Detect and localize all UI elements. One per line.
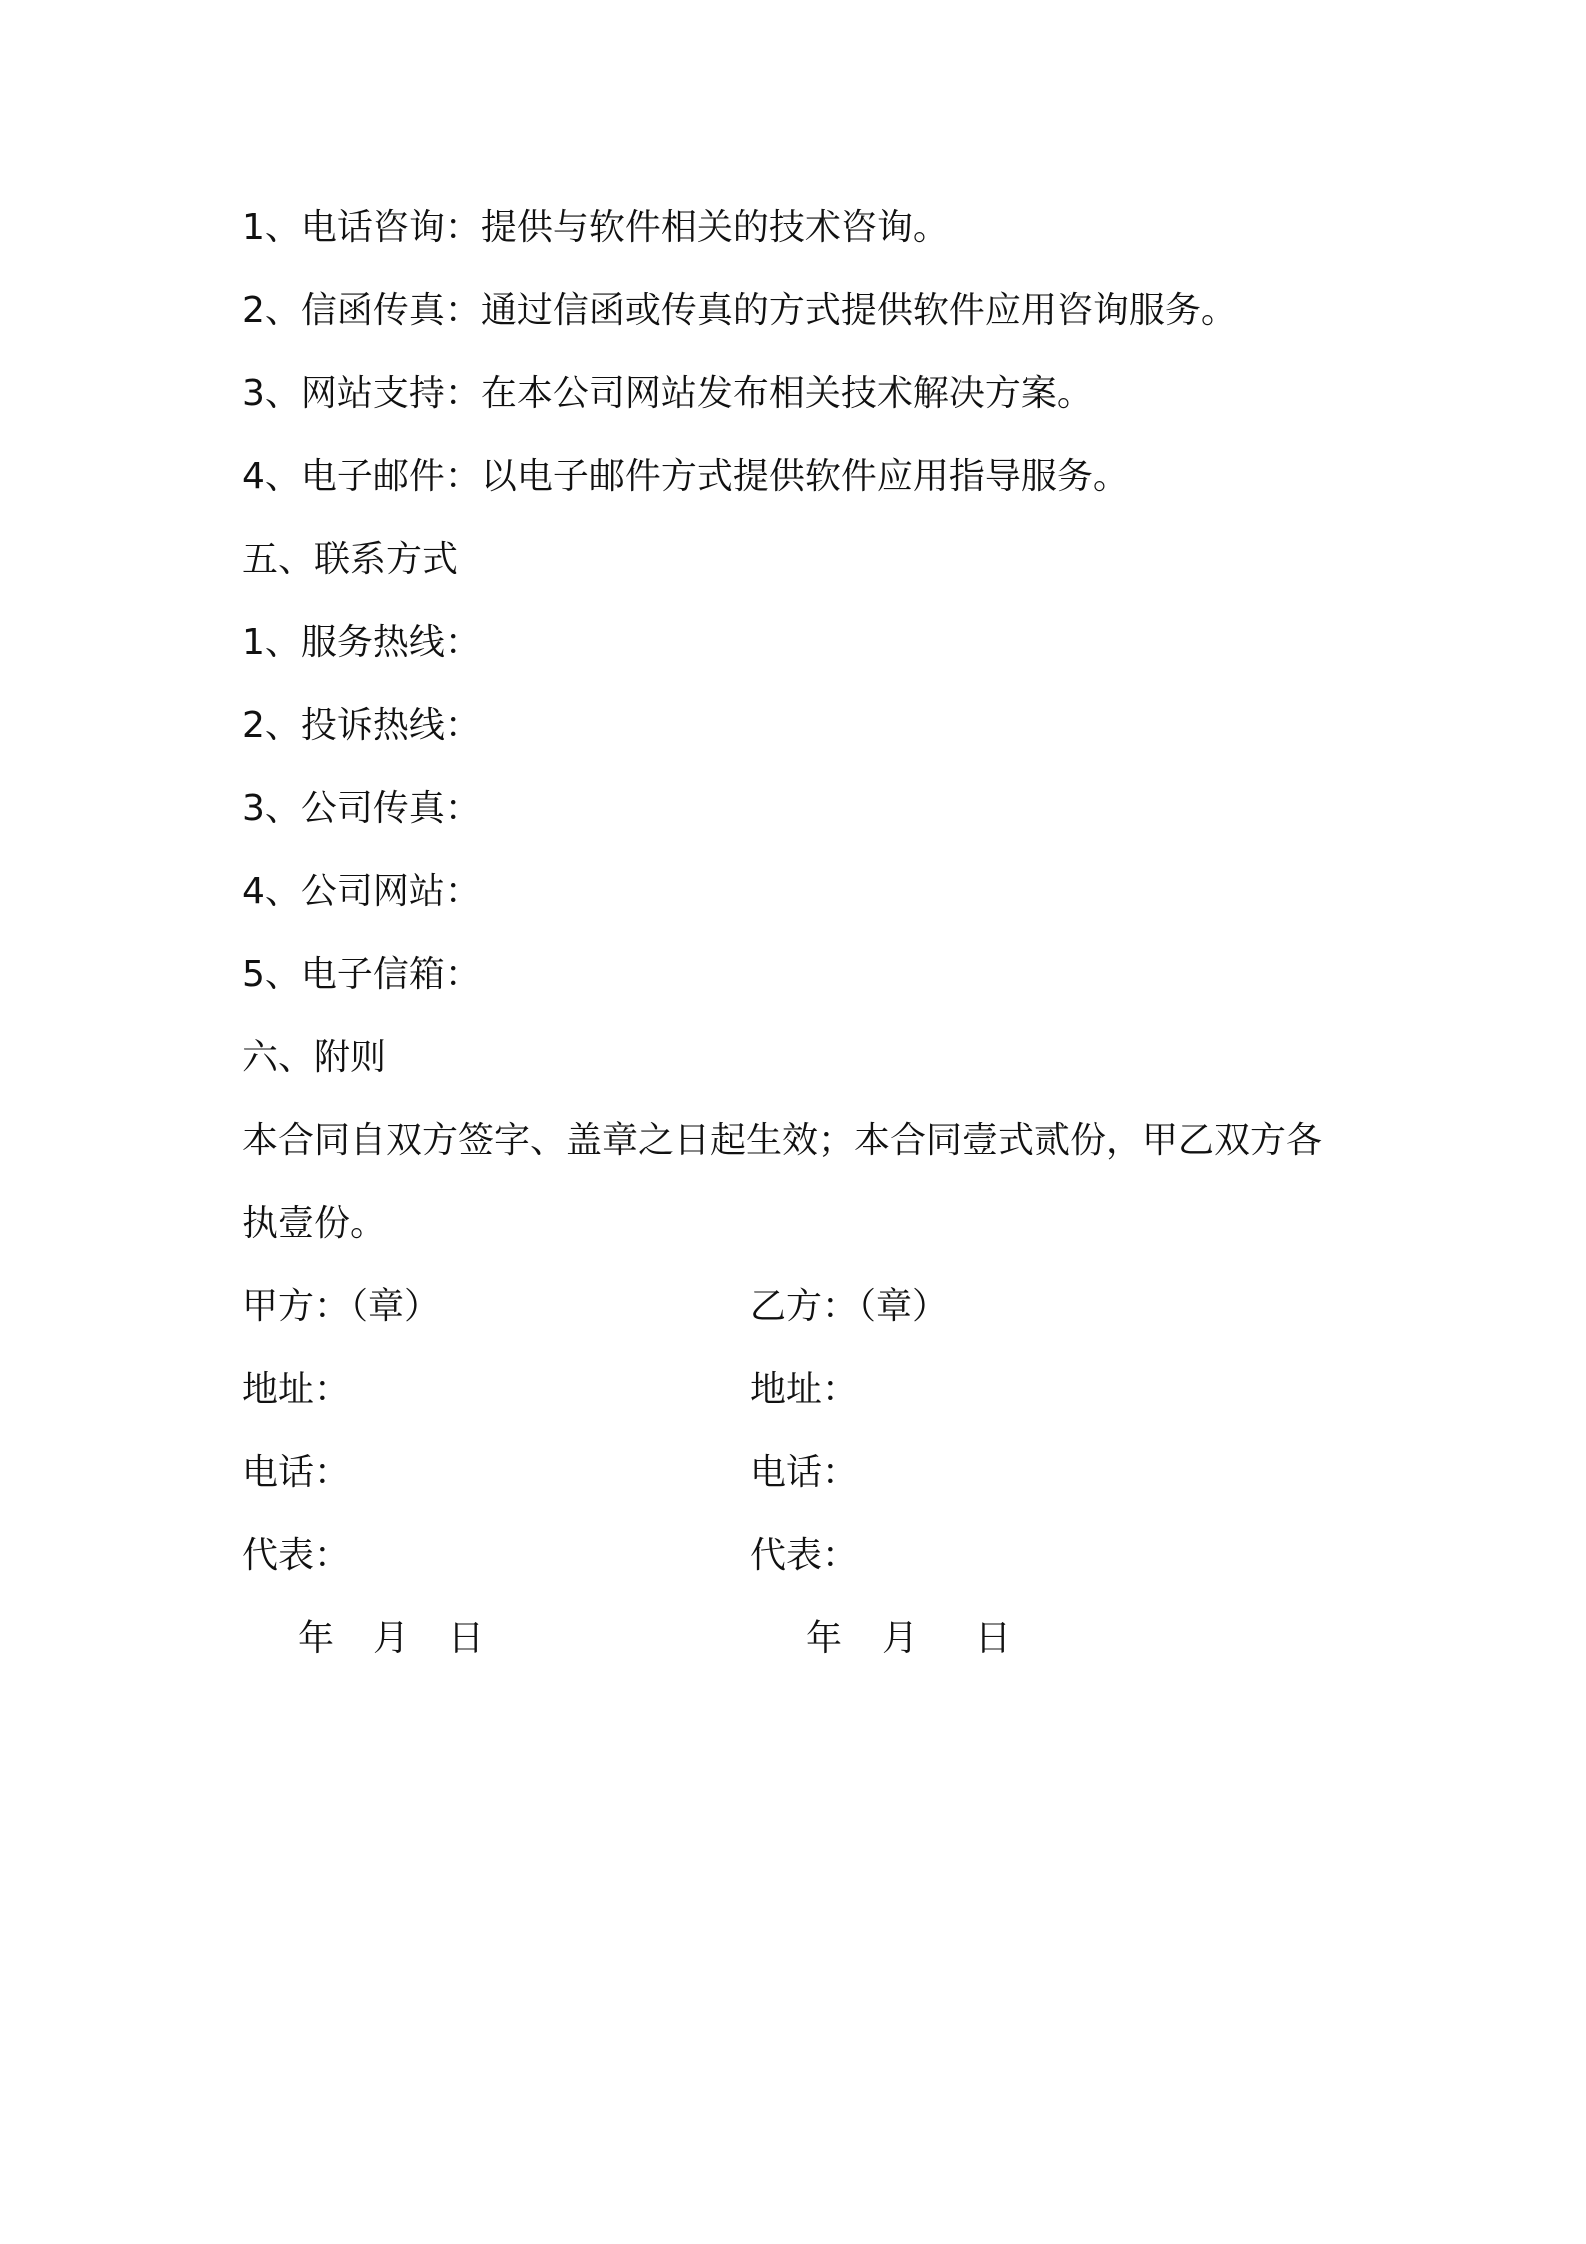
party-b-address: 地址： [750,1369,859,1410]
service-item-phone: 1、电话咨询：提供与软件相关的技术咨询。 [242,207,949,248]
contact-item-company-website: 4、公司网站： [242,871,481,912]
contact-heading: 五、联系方式 [242,539,459,580]
party-a-phone: 电话： [242,1452,351,1493]
service-item-fax: 2、信函传真：通过信函或传真的方式提供软件应用咨询服务。 [242,290,1237,331]
service-item-email: 4、电子邮件：以电子邮件方式提供软件应用指导服务。 [242,456,1129,497]
party-b-date-year: 年 [806,1618,843,1659]
appendix-heading: 六、附则 [242,1037,387,1078]
contact-item-service-hotline: 1、服务热线： [242,622,481,663]
contact-item-company-fax: 3、公司传真： [242,788,481,829]
party-b-name: 乙方：（章） [750,1286,949,1327]
party-a-date-day: 日 [448,1618,485,1659]
party-b-date-month: 月 [882,1618,919,1659]
party-b-rep: 代表： [750,1535,859,1576]
contact-item-email: 5、电子信箱： [242,954,481,995]
appendix-text-line2: 执壹份。 [242,1203,387,1244]
appendix-text-line1: 本合同自双方签字、盖章之日起生效；本合同壹式贰份，甲乙双方各 [242,1120,1323,1161]
party-b-phone: 电话： [750,1452,859,1493]
party-b-date-day: 日 [975,1618,1012,1659]
contact-item-complaint-hotline: 2、投诉热线： [242,705,481,746]
party-a-name: 甲方：（章） [242,1286,441,1327]
party-a-rep: 代表： [242,1535,351,1576]
party-a-date-year: 年 [298,1618,335,1659]
party-a-date-month: 月 [373,1618,410,1659]
service-item-website: 3、网站支持：在本公司网站发布相关技术解决方案。 [242,373,1093,414]
party-a-address: 地址： [242,1369,351,1410]
